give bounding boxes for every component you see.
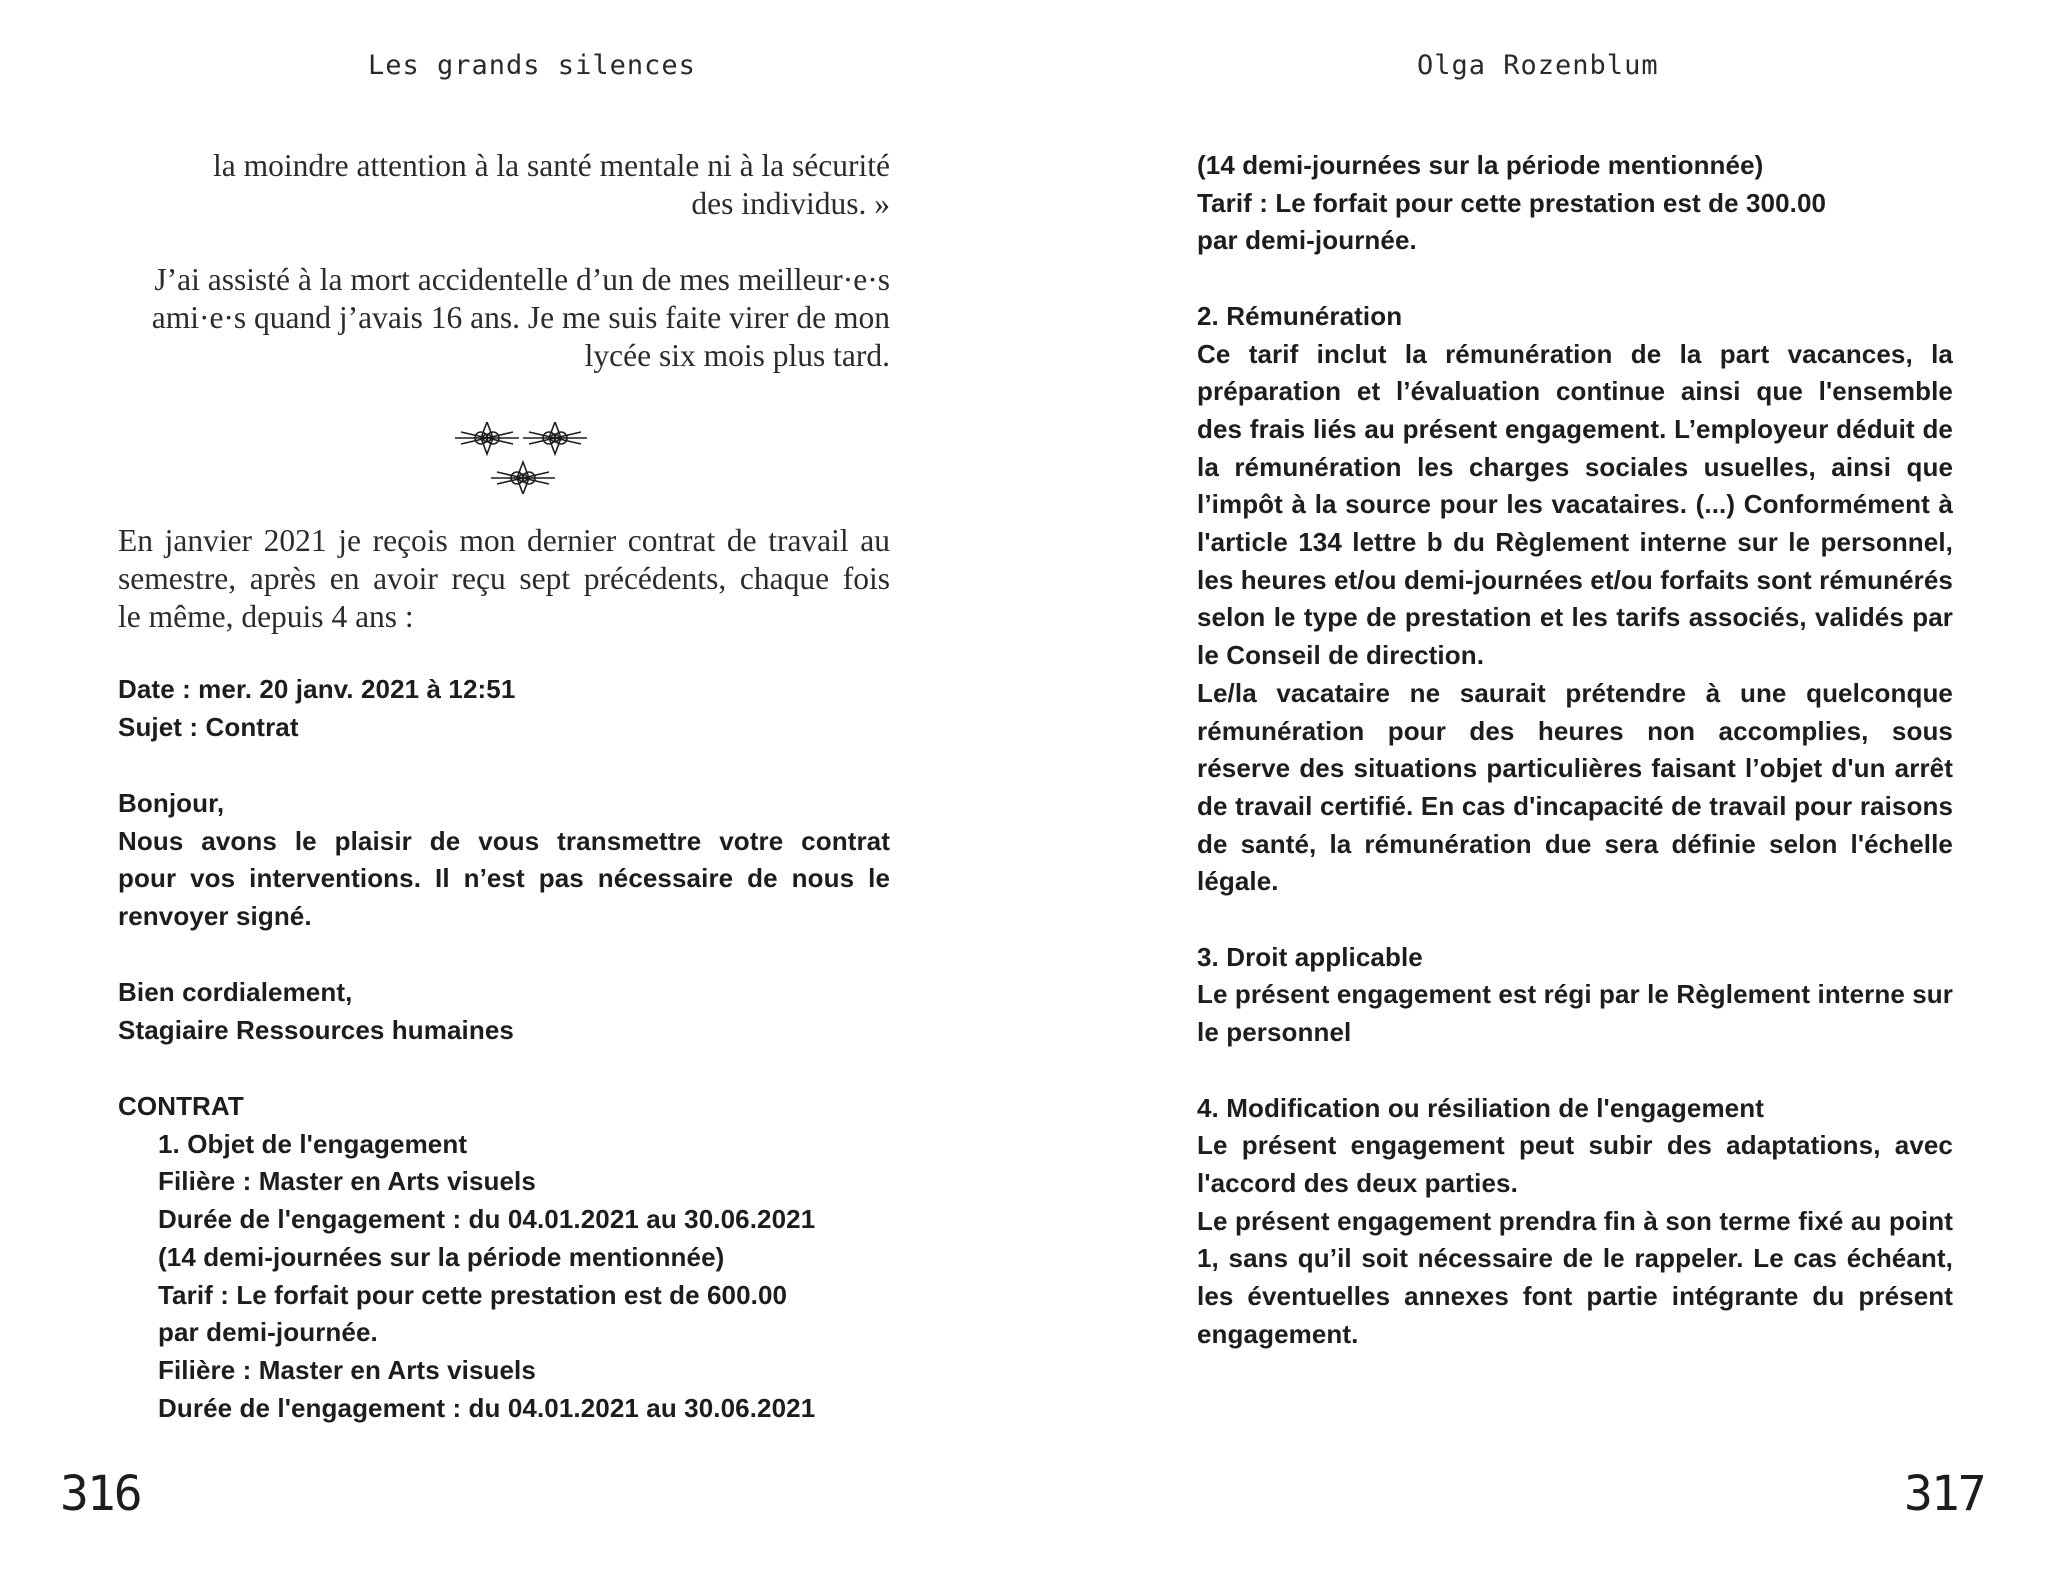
contract-line: Tarif : Le forfait pour cette prestation est de 600.00 <box>158 1279 788 1310</box>
text-line: des individus. » <box>691 186 890 221</box>
contract-line: (14 demi-journées sur la période mentionnée) <box>158 1241 725 1272</box>
text-line: Nous avons le plaisir de vous transmettre votre contrat <box>118 825 890 856</box>
section-paragraph: Le présent engagement est régi par le Règlement interne sur le personnel <box>1197 979 1953 1048</box>
memory-paragraph <box>150 261 890 375</box>
email-greeting: Bonjour, <box>118 788 225 818</box>
section-heading: 3. Droit applicable <box>1197 941 1423 972</box>
text-line: le même, depuis 4 ans : <box>118 599 414 634</box>
text-line: ami·e·s quand j’avais 16 ans. Je me suis faite virer de mon <box>151 300 890 335</box>
right-page <box>1024 0 2047 1575</box>
contract-line: Durée de l'engagement : du 04.01.2021 au 30.06.2021 <box>158 1392 816 1423</box>
section-heading: 2. Rémunération <box>1197 300 1403 331</box>
left-page <box>0 0 1023 1575</box>
contract-title: CONTRAT <box>118 1091 244 1121</box>
contract-continued <box>1197 147 1953 1353</box>
section-paragraph: Le/la vacataire ne saurait prétendre à une quelconque rémunération pour des heures non accomplies, sous réserve des situations particulières faisant l’objet d'un arrêt de travail certifié. En cas d'incapacité de travail pour raisons de santé, la rémunération due sera définie selon l'échelle légale. <box>1197 677 1953 897</box>
contract-line: (14 demi-journées sur la période mentionnée) <box>1197 150 1764 180</box>
text-line: En janvier 2021 je reçois mon dernier contrat de travail au <box>118 523 890 558</box>
section-paragraph: Le présent engagement prendra fin à son terme fixé au point 1, sans qu’il soit nécessaire de le rappeler. Le cas échéant, les éventuelles annexes font partie intégrante du présent engagement. <box>1197 1205 1953 1349</box>
contract-line: Filière : Master en Arts visuels <box>158 1166 536 1197</box>
section-paragraph: Le présent engagement peut subir des adaptations, avec l'accord des deux parties. <box>1197 1130 1953 1198</box>
text-line: J’ai assisté à la mort accidentelle d’un de mes meilleur·e·s <box>154 262 890 297</box>
section-paragraph: Ce tarif inclut la rémunération de la part vacances, la préparation et l’évaluation continue ainsi que l'ensemble des frais liés au présent engagement. L’employeur déduit de la rémunération les charges sociales usuelles, ainsi que l’impôt à la source pour les vacataires. (...) Conformément à l'article 134 lettre b du Règlement interne sur le personnel, les heures et/ou demi-journées et/ou forfaits sont rémunérés selon le type de prestation et les tarifs associés, validés par le Conseil de direction. <box>1197 338 1953 671</box>
contract-line: par demi-journée. <box>1197 225 1417 256</box>
email-signature <box>118 974 890 1049</box>
email-header <box>118 671 890 746</box>
contract-line: Durée de l'engagement : du 04.01.2021 au 30.06.2021 <box>158 1204 816 1235</box>
email-sender: Stagiaire Ressources humaines <box>118 1014 514 1045</box>
text-line: la moindre attention à la santé mentale ni à la sécurité <box>213 148 890 183</box>
email-closing: Bien cordialement, <box>118 977 353 1007</box>
page-number: 317 <box>1904 1466 1985 1522</box>
email-body <box>118 785 890 936</box>
section-heading: 1. Objet de l'engagement <box>158 1128 468 1159</box>
text-line: renvoyer signé. <box>118 901 312 932</box>
contract-line: Filière : Master en Arts visuels <box>158 1354 536 1385</box>
contract-line: Tarif : Le forfait pour cette prestation est de 300.00 <box>1197 187 1827 218</box>
email-date: Date : mer. 20 janv. 2021 à 12:51 <box>118 674 516 704</box>
email-subject: Sujet : Contrat <box>118 711 299 742</box>
contract-excerpt <box>118 1088 918 1427</box>
text-line: lycée six mois plus tard. <box>584 338 890 373</box>
section-heading: 4. Modification ou résiliation de l'engagement <box>1197 1092 1764 1123</box>
running-head-book-title: Les grands silences <box>368 50 696 81</box>
fleuron-ornament-icon <box>455 422 595 494</box>
page-number: 316 <box>60 1466 141 1522</box>
quote-ending <box>150 147 890 223</box>
text-line: pour vos interventions. Il n’est pas nécessaire de nous le <box>118 863 890 894</box>
running-head-author: Olga Rozenblum <box>1417 50 1659 81</box>
text-line: semestre, après en avoir reçu sept précédents, chaque fois <box>118 561 890 596</box>
contract-line: par demi-journée. <box>158 1317 378 1348</box>
narrative-paragraph <box>118 522 890 636</box>
